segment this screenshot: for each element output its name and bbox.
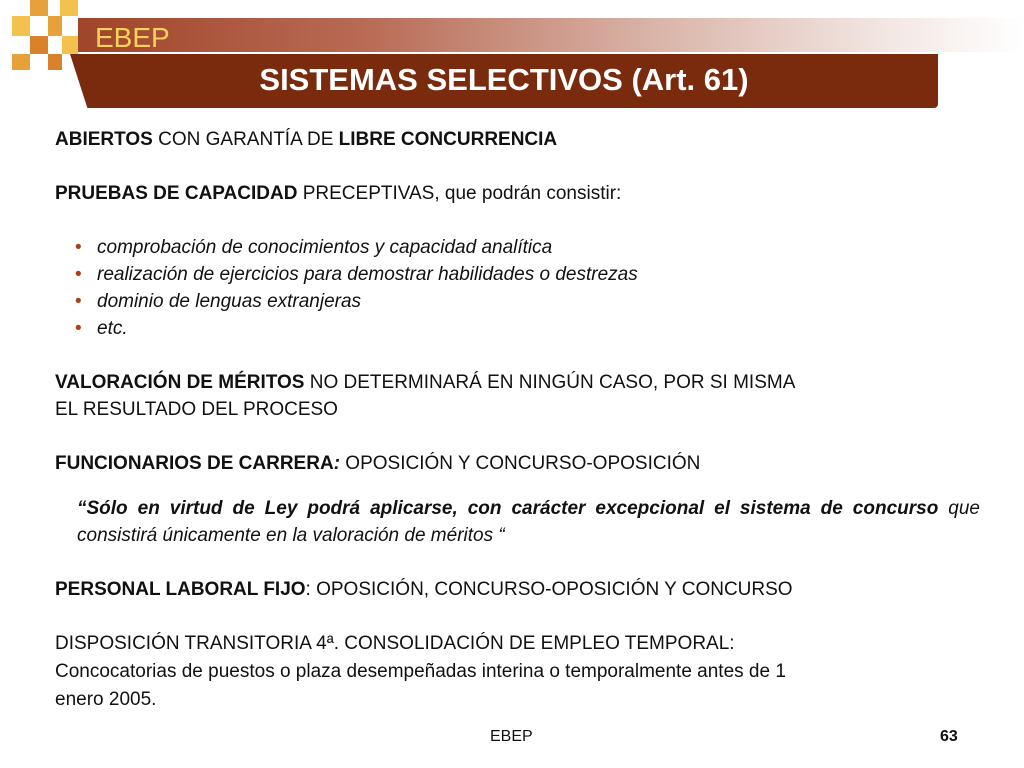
paragraph-abiertos: [55, 126, 980, 153]
text-plain: NO DETERMINARÁ EN NINGÚN CASO, POR SI MISMA: [304, 372, 796, 393]
brand-label: EBEP: [95, 22, 170, 53]
text-plain: CON GARANTÍA DE: [152, 129, 339, 150]
text-bold: ABIERTOS: [55, 129, 153, 150]
paragraph-funcionarios: [55, 450, 980, 477]
header-decoration-square: [30, 36, 48, 54]
header-decoration-square: [48, 54, 62, 70]
header-decoration-square: [62, 36, 78, 54]
text-plain: Concocatorias de puestos o plaza desempeñadas interina o temporalmente antes de 1: [55, 661, 786, 682]
quote-plain: que consistirá únicamente en la valoración de méritos “: [77, 498, 980, 546]
legal-quote: [77, 495, 980, 549]
text-bold: PERSONAL LABORAL FIJO: [55, 579, 306, 600]
slide-content: [55, 126, 980, 714]
text-plain: OPOSICIÓN Y CONCURSO-OPOSICIÓN: [340, 453, 701, 474]
text-bold: FUNCIONARIOS DE CARRERA: [55, 453, 334, 474]
text-bold: LIBRE CONCURRENCIA: [338, 129, 558, 150]
list-item: • realización de ejercicios para demostrar habilidades o destrezas: [75, 261, 980, 288]
paragraph-pruebas: [55, 180, 980, 207]
header-decoration-square: [48, 16, 62, 36]
text-bold: PRUEBAS DE CAPACIDAD: [55, 183, 298, 204]
bullet-list: [55, 234, 980, 342]
text-plain: : OPOSICIÓN, CONCURSO-OPOSICIÓN Y CONCURSO: [305, 579, 793, 600]
list-item: • etc.: [75, 315, 980, 342]
header-decoration-square: [12, 54, 30, 70]
text-plain: PRECEPTIVAS, que podrán consistir:: [297, 183, 622, 204]
text-bold-colon: :: [333, 453, 341, 474]
header-decoration-square: [12, 16, 30, 36]
list-item: • comprobación de conocimientos y capacidad analítica: [75, 234, 980, 261]
header-decoration-square: [30, 0, 48, 16]
text-plain: DISPOSICIÓN TRANSITORIA 4ª. CONSOLIDACIÓN DE EMPLEO TEMPORAL:: [55, 633, 735, 654]
footer-label: EBEP: [490, 728, 533, 745]
paragraph-laboral: [55, 576, 980, 603]
paragraph-valoracion: [55, 369, 980, 423]
text-plain: enero 2005.: [55, 689, 157, 710]
header-gradient-bar: [78, 18, 1024, 52]
list-item: • dominio de lenguas extranjeras: [75, 288, 980, 315]
paragraph-disposicion: [55, 630, 980, 714]
quote-bold: “Sólo en virtud de Ley podrá aplicarse, con carácter excepcional el sistema de concurso: [77, 498, 939, 519]
text-bold: VALORACIÓN DE MÉRITOS: [55, 372, 305, 393]
header-decoration-square: [60, 0, 78, 16]
page-number: 63: [940, 728, 958, 745]
slide-title: SISTEMAS SELECTIVOS (Art. 61): [259, 62, 749, 97]
text-plain: EL RESULTADO DEL PROCESO: [55, 399, 338, 420]
